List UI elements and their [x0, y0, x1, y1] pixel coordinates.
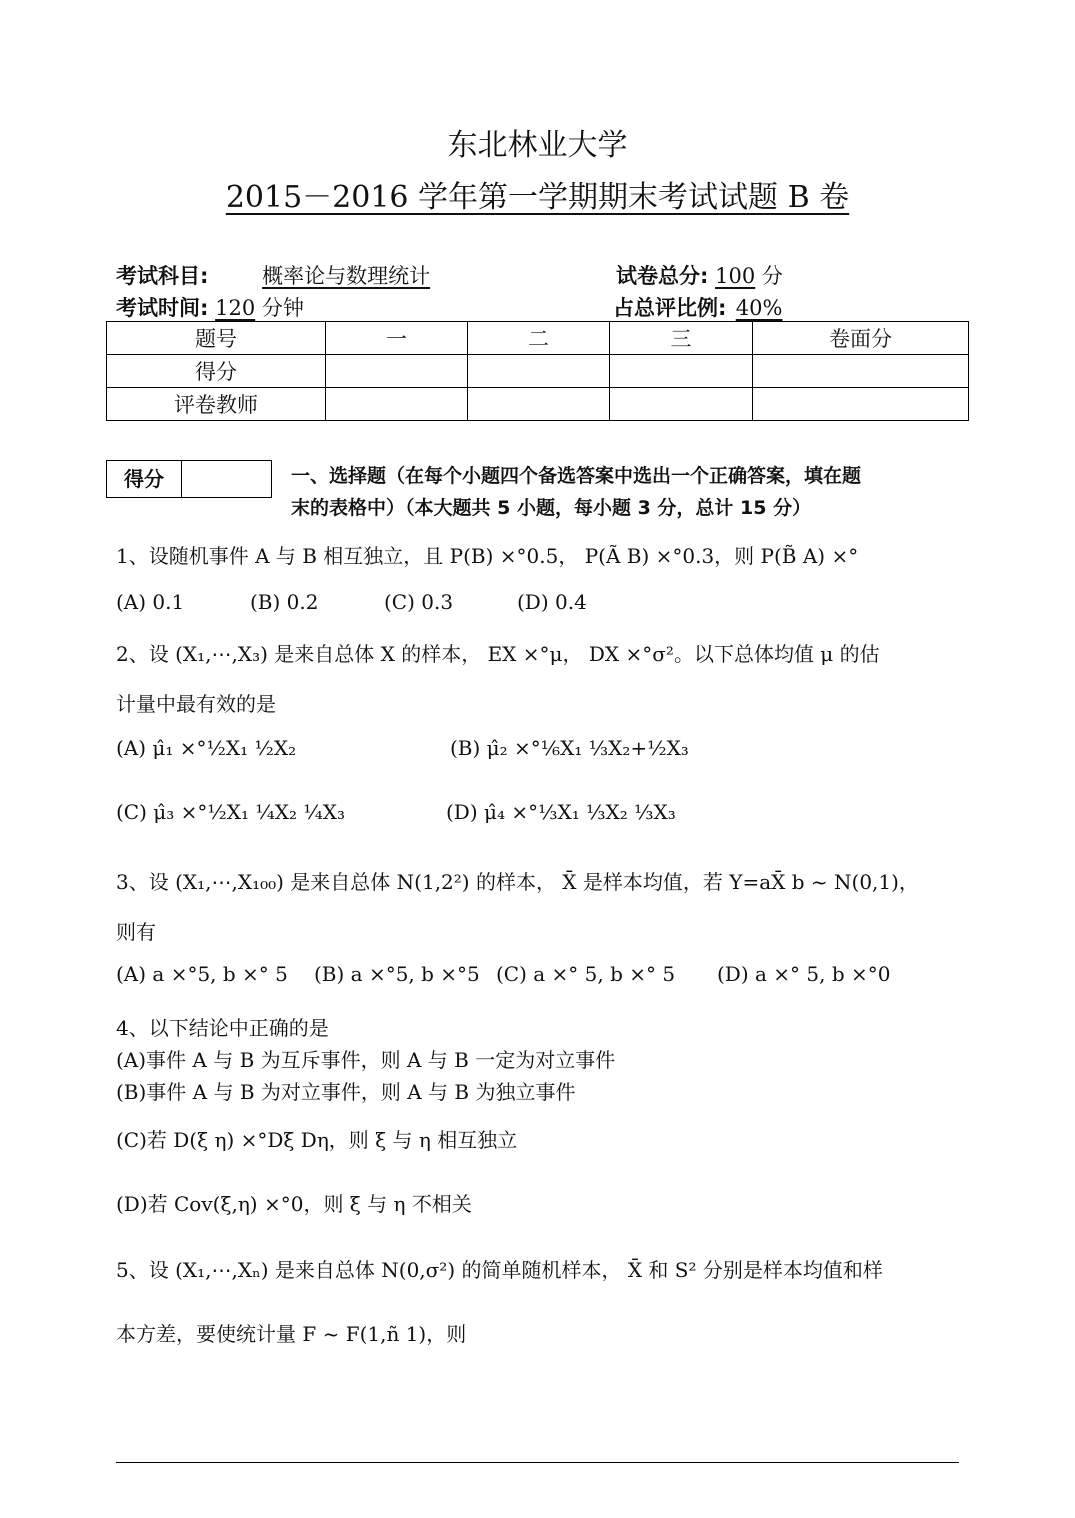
section-title-line2: 末的表格中）（本大题共 5 小题，每小题 3 分，总计 15 分） — [291, 497, 812, 519]
time-line — [116, 292, 304, 322]
subject-value: 概率论与数理统计 — [262, 264, 431, 288]
section-score-box — [106, 460, 272, 498]
q3-option-c: (C) a ×° 5, b ×° 5 — [496, 962, 676, 986]
q5-stem-line2: 本方差，要使统计量 F ~ F(1,ñ 1)，则 — [116, 1322, 467, 1346]
q3-option-d: (D) a ×° 5, b ×°0 — [717, 962, 891, 986]
q3-option-b: (B) a ×°5, b ×°5 — [314, 962, 480, 986]
header-cell: 卷面分 — [753, 322, 969, 355]
subject-line — [116, 260, 477, 290]
ratio-label: 占总评比例: — [613, 296, 727, 320]
q1-stem: 1、设随机事件 A 与 B 相互独立，且 P(B) ×°0.5， P(Ã B) ×°0.3，则 P(B̃ A) ×° — [116, 544, 859, 568]
total-unit: 分 — [761, 264, 783, 288]
q2-stem-line1: 2、设 (X₁,⋯,X₃) 是来自总体 X 的样本， EX ×°μ， DX ×°σ²。以下总体均值 μ 的估 — [116, 642, 880, 666]
q2-option-b: (B) μ̂₂ ×°⅙X₁ ⅓X₂+½X₃ — [450, 736, 689, 760]
q3-stem-line2: 则有 — [116, 920, 156, 944]
score-cell — [753, 388, 969, 421]
header-cell: 一 — [326, 322, 468, 355]
q4-option-b: (B)事件 A 与 B 为对立事件，则 A 与 B 为独立事件 — [116, 1080, 576, 1104]
footer-rule — [116, 1462, 959, 1463]
time-unit: 分钟 — [261, 296, 304, 320]
q2-stem-line2: 计量中最有效的是 — [116, 692, 276, 716]
q1-option-c: (C) 0.3 — [384, 590, 454, 614]
time-value: 120 — [215, 296, 256, 320]
score-cell — [326, 388, 468, 421]
score-cell — [468, 355, 610, 388]
ratio-line — [613, 292, 785, 322]
section-title-line1: 一、选择题（在每个小题四个备选答案中选出一个正确答案，填在题 — [291, 465, 862, 487]
ratio-value: 40% — [735, 296, 783, 320]
exam-title: 2015－2016 学年第一学期期末考试试题 B 卷 — [225, 180, 850, 215]
header-cell: 三 — [610, 322, 753, 355]
q1-option-b: (B) 0.2 — [250, 590, 319, 614]
q3-option-a: (A) a ×°5, b ×° 5 — [116, 962, 288, 986]
header-cell: 题号 — [107, 322, 326, 355]
q1-option-a: (A) 0.1 — [116, 590, 185, 614]
q2-option-a: (A) μ̂₁ ×°½X₁ ½X₂ — [116, 736, 297, 760]
total-label: 试卷总分: — [616, 264, 709, 288]
score-cell — [753, 355, 969, 388]
q4-stem: 4、以下结论中正确的是 — [116, 1016, 329, 1040]
q3-stem-line1: 3、设 (X₁,⋯,X₁₀₀) 是来自总体 N(1,2²) 的样本， X̄ 是样本均值，若 Y=aX̄ b ~ N(0,1)， — [116, 870, 919, 894]
score-cell — [468, 388, 610, 421]
score-table-row — [107, 388, 969, 421]
section-score-label: 得分 — [107, 461, 182, 497]
q4-option-d: (D)若 Cov(ξ,η) ×°0，则 ξ 与 η 不相关 — [116, 1192, 472, 1216]
university-name: 东北林业大学 — [447, 128, 628, 163]
row-label: 得分 — [107, 355, 326, 388]
total-line — [616, 260, 783, 290]
q4-option-a: (A)事件 A 与 B 为互斥事件，则 A 与 B 一定为对立事件 — [116, 1048, 616, 1072]
score-cell — [610, 355, 753, 388]
score-table — [106, 321, 969, 421]
q1-option-d: (D) 0.4 — [517, 590, 587, 614]
subject-label: 考试科目: — [116, 264, 209, 288]
score-table-row — [107, 355, 969, 388]
total-value: 100 — [715, 264, 756, 288]
score-table-header-row — [107, 322, 969, 355]
score-cell — [326, 355, 468, 388]
score-cell — [610, 388, 753, 421]
q5-stem-line1: 5、设 (X₁,⋯,Xₙ) 是来自总体 N(0,σ²) 的简单随机样本， X̄ 和 S² 分别是样本均值和样 — [116, 1258, 883, 1282]
q2-option-d: (D) μ̂₄ ×°⅓X₁ ⅓X₂ ⅓X₃ — [446, 800, 676, 824]
header-cell: 二 — [468, 322, 610, 355]
time-label: 考试时间: — [116, 296, 209, 320]
row-label: 评卷教师 — [107, 388, 326, 421]
q4-option-c: (C)若 D(ξ η) ×°Dξ Dη，则 ξ 与 η 相互独立 — [116, 1128, 518, 1152]
q2-option-c: (C) μ̂₃ ×°½X₁ ¼X₂ ¼X₃ — [116, 800, 346, 824]
